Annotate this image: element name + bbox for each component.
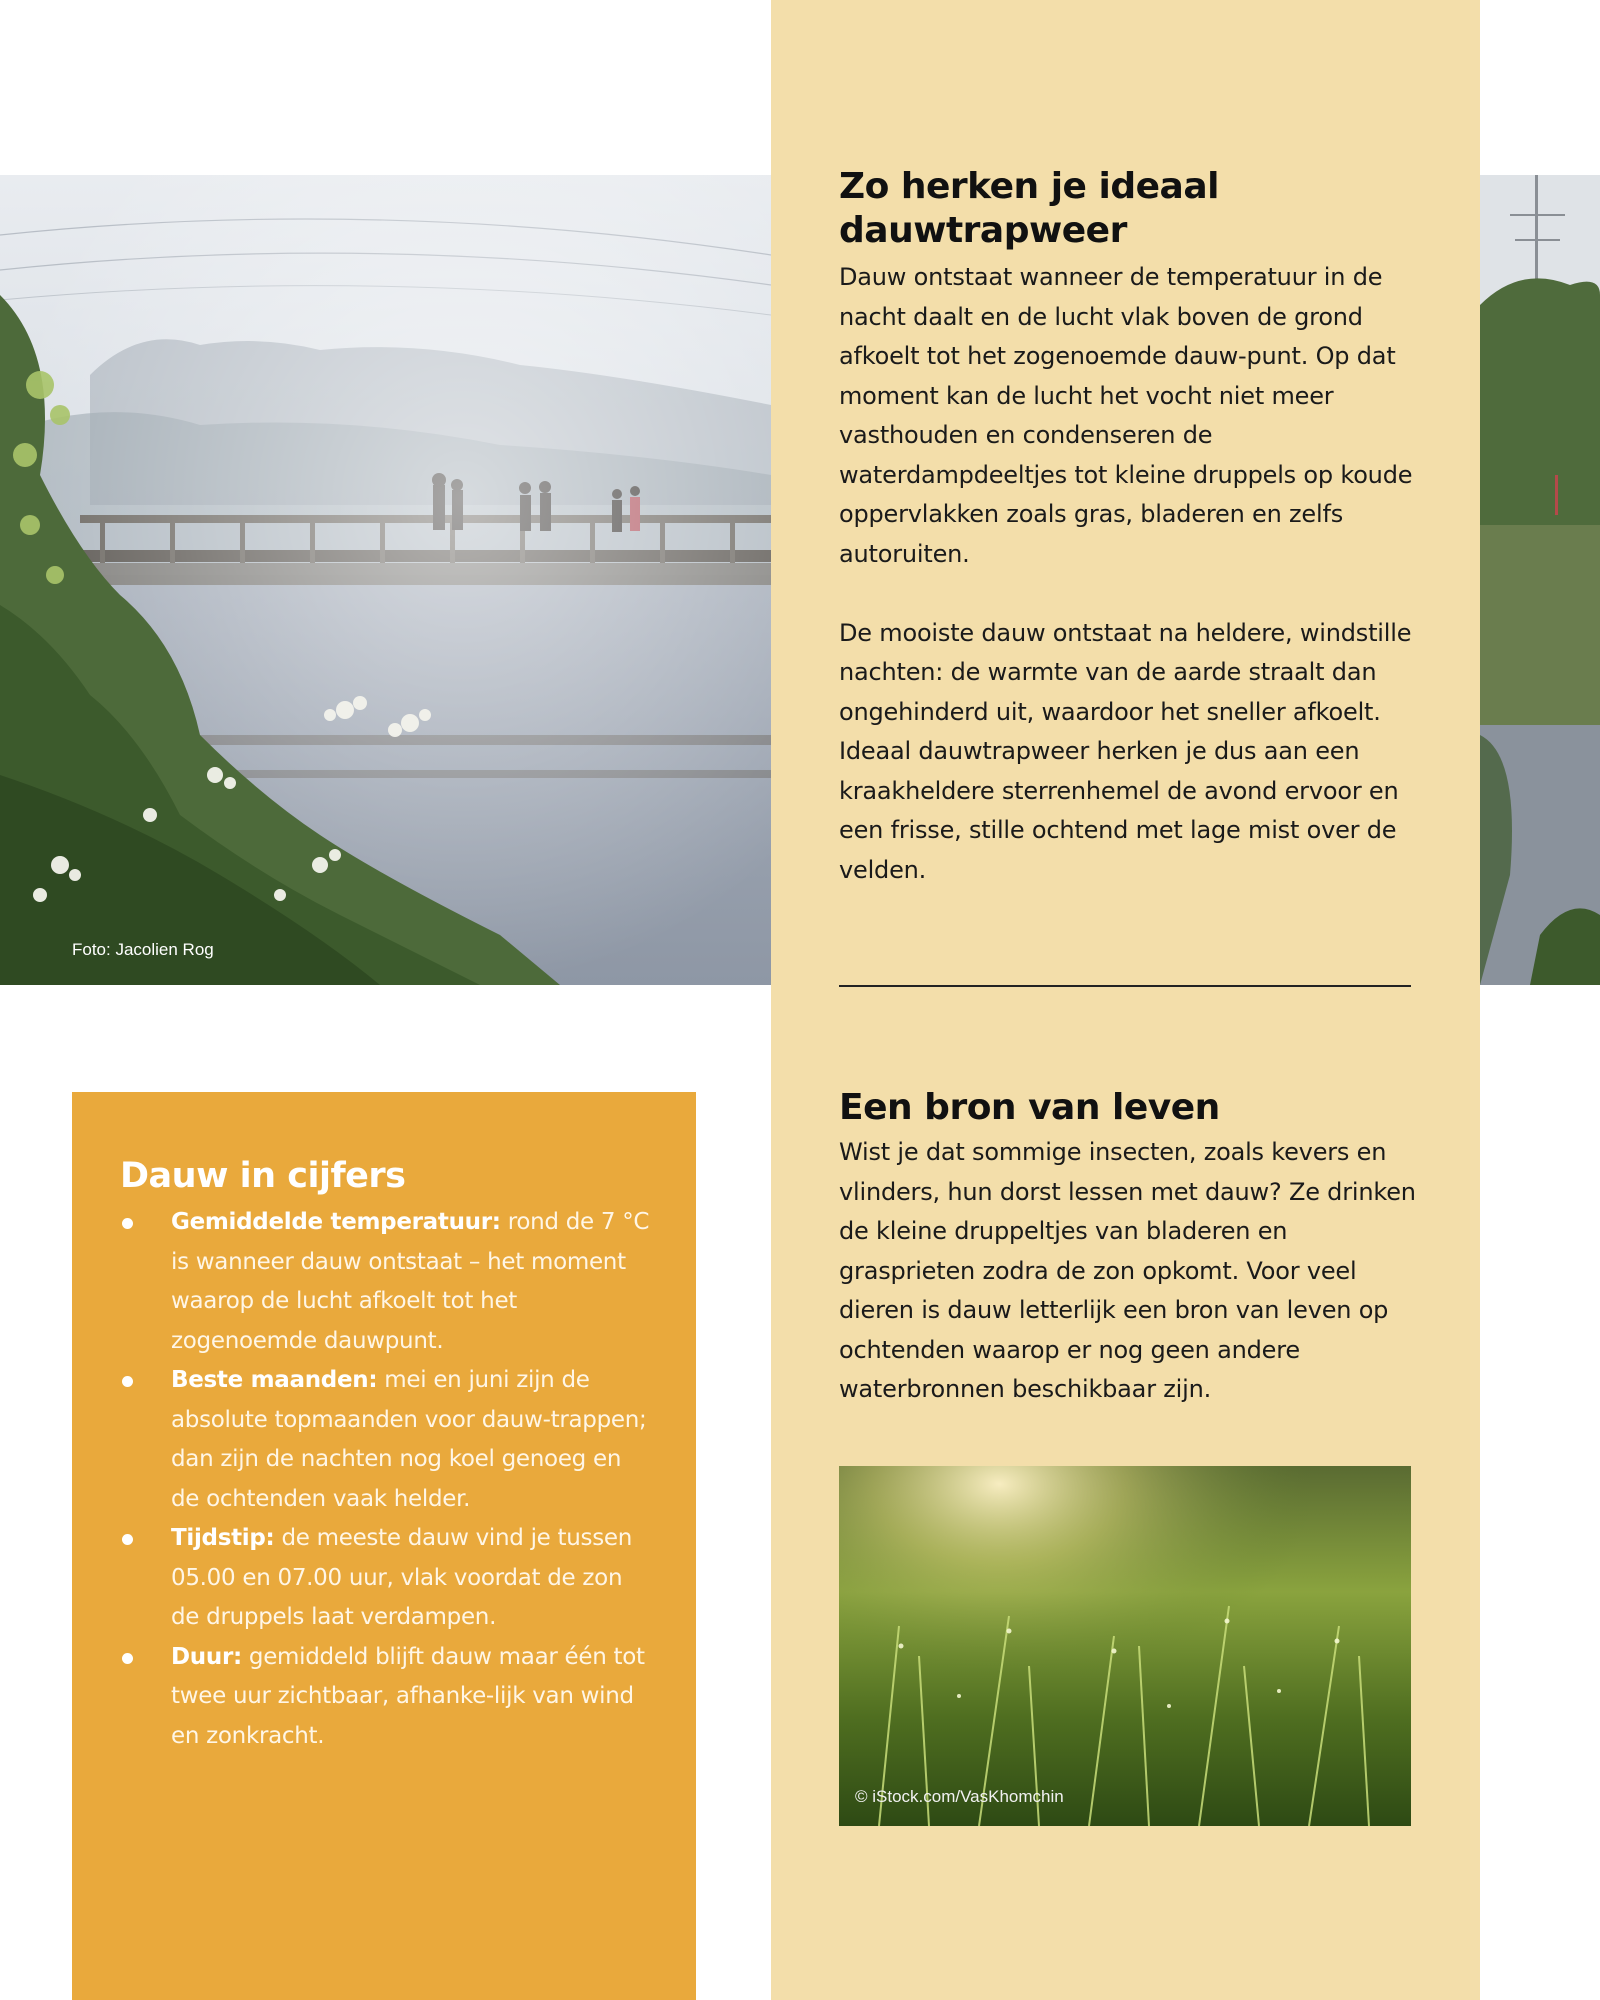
fact-label: Beste maanden: <box>171 1367 378 1393</box>
fact-item-temperature <box>120 1203 650 1361</box>
bullet-icon <box>122 1534 133 1545</box>
fact-text: rond de 7 °C is wanneer dauw ontstaat – het moment waarop de lucht afkoelt tot het zogenoemde dauwpunt. <box>171 1209 650 1354</box>
fact-item-duration <box>120 1638 650 1757</box>
photo-credit-grass: © iStock.com/VasKhomchin <box>855 1787 1064 1806</box>
side-photo-strip <box>1480 175 1600 985</box>
fact-text: gemiddeld blijft dauw maar één tot twee uur zichtbaar, afhanke-lijk van wind en zonkracht. <box>171 1643 645 1749</box>
bullet-icon <box>122 1376 133 1387</box>
heading-life: Een bron van leven <box>839 1087 1220 1128</box>
life-text <box>839 1133 1419 1410</box>
fact-label: Tijdstip: <box>171 1525 275 1551</box>
bridge-photo <box>0 175 771 985</box>
fact-item-months <box>120 1361 650 1519</box>
bullet-icon <box>122 1218 133 1229</box>
fact-text: de meeste dauw vind je tussen 05.00 en 07.00 uur, vlak voordat de zon de druppels laat verdampen. <box>171 1525 633 1630</box>
facts-box-title: Dauw in cijfers <box>120 1156 406 1196</box>
fact-label: Duur: <box>171 1643 242 1670</box>
weather-paragraph-2: De mooiste dauw ontstaat na heldere, windstille nachten: de warmte van de aarde straalt dan ongehinderd uit, waardoor het sneller afkoelt. Ideaal dauwtrapweer herken je dus aan een kraakheldere sterrenhemel de avond ervoor en een frisse, stille ochtend met lage mist over de velden. <box>839 618 1412 884</box>
heading-weather: Zo herken je ideaal dauwtrapweer <box>839 166 1219 251</box>
weather-paragraph-1: Dauw ontstaat wanneer de temperatuur in de nacht daalt en de lucht vlak boven de grond afkoelt tot het zogenoemde dauw-punt. Op dat moment kan de lucht het vocht niet meer vasthouden en condenseren de waterdampdeeltjes tot kleine druppels op koude oppervlakken zoals gras, bladeren en zelfs autoruiten. <box>839 263 1413 568</box>
grass-photo-illustration <box>839 1466 1411 1826</box>
side-photo-illustration <box>1480 175 1600 985</box>
fact-text: mei en juni zijn de absolute topmaanden voor dauw-trappen; dan zijn de nachten nog koel genoeg en de ochtenden vaak helder. <box>171 1367 647 1512</box>
weather-text <box>839 258 1419 890</box>
fact-item-time <box>120 1519 650 1638</box>
life-paragraph: Wist je dat sommige insecten, zoals kevers en vlinders, hun dorst lessen met dauw? Ze drinken de kleine druppeltjes van bladeren en grasprieten zodra de zon opkomt. Voor veel dieren is dauw letterlijk een bron van leven op ochtenden waarop er nog geen andere waterbronnen beschikbaar zijn. <box>839 1138 1416 1403</box>
bridge-photo-illustration <box>0 175 771 985</box>
photo-credit-main: Foto: Jacolien Rog <box>72 940 214 959</box>
bullet-icon <box>122 1653 133 1664</box>
fact-label: Gemiddelde temperatuur: <box>171 1209 501 1235</box>
section-divider <box>839 985 1411 987</box>
facts-list <box>120 1203 650 1756</box>
grass-photo <box>839 1466 1411 1826</box>
